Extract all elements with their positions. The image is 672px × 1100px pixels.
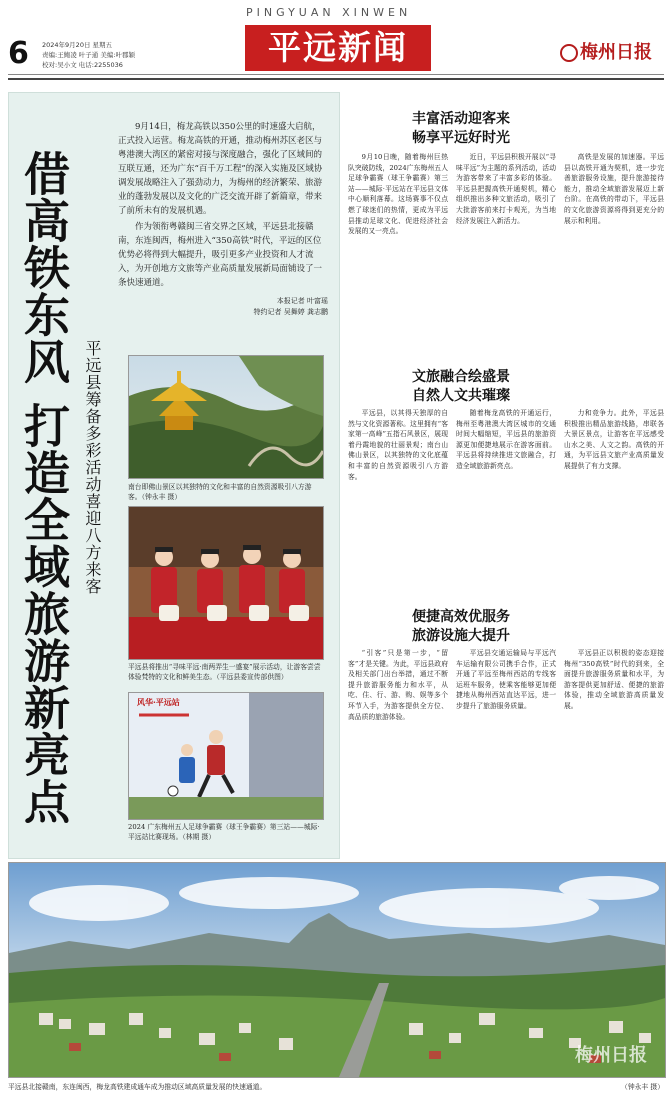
header-rule-thick: [8, 78, 664, 80]
section-2-col-2: [456, 408, 556, 588]
section-3: [348, 608, 664, 646]
section-1-body: [348, 152, 664, 348]
issue-date: 2024年9月20日 星期五: [42, 41, 113, 49]
editor-line: 责编:王鲍凌 叶子通 美编:叶郡颖: [42, 51, 136, 59]
section-1-col-2: [456, 152, 556, 348]
section-1-text-2: 近日，平远县积极开展以“寻味平远”为主题的系列活动，活动为游客带来了丰富多彩的体验。平远县把握高铁开通契机，精心组织推出多种文旅活动，吸引了大批游客前来打卡观光，为当地经济发展注入新活力。: [456, 153, 556, 225]
lead-article: [118, 120, 328, 318]
football-match-image: [129, 693, 323, 819]
section-2-title: 文旅融合绘盛景 自然人文共璀璨: [412, 369, 510, 404]
photo-performers: [128, 506, 324, 660]
section-2-col-1: [348, 408, 448, 588]
lead-paragraph-2: 作为领衔粤赣闽三省交界之区域，平远县北接赣南，东连闽西，梅州进入“350高铁”时代，平远的区位优势必将得到大幅提升，吸引更多产业投资和人才流入，为开创地方文旅等产业高质量发展新局面铺设了一条快速通道。: [118, 222, 323, 288]
section-3-col-1: [348, 648, 448, 848]
photo-football: [128, 692, 324, 820]
section-2: [348, 368, 664, 406]
section-1-title: 丰富活动迎客来 畅享平远好时光: [412, 111, 510, 146]
panorama-credit: （钟永丰 摄）: [621, 1083, 664, 1091]
byline-reporter: 本报记者 叶富瑶: [276, 297, 328, 305]
poster-title: 风华·平远站: [137, 697, 180, 707]
photo-caption-3: 2024 广东梅州五人足球争霸赛（球王争霸赛）第三站——城际·平远站比赛现场。（林期 摄）: [128, 823, 320, 841]
section-3-text-3: 平远县正以积极的姿态迎接梅州“350高铁”时代的到来，全面提升旅游服务质量和水平，为游客提供更加舒适、便捷的旅游体验，推动全域旅游高质量发展。: [564, 649, 664, 710]
section-1-col-3: [564, 152, 664, 348]
town-panorama-image: [9, 863, 665, 1077]
section-3-title: 便捷高效优服务 旅游设施大提升: [412, 609, 510, 644]
watermark-logo: 梅州日报: [575, 1045, 647, 1066]
byline-special: 特约记者 吴舞婷 龚志鹏: [253, 308, 328, 316]
section-1: [348, 110, 664, 148]
proof-line: 校对:吴小文 电话:2255036: [42, 61, 123, 69]
section-3-text-2: 平远县交通运输局与平远汽车运输有限公司携手合作，正式开通了平远至梅州西站的专线客运班车服务，使乘客能够更加便捷地从梅州西站直达平远，进一步提升了旅游服务质量。: [456, 649, 556, 710]
section-3-body: [348, 648, 664, 848]
page-number: 6: [8, 36, 29, 71]
newspaper-logo: [560, 38, 652, 64]
section-2-text-1: 平远县，以其得天独厚的自然与文化资源著称。这里拥有“客家第一高峰”五指石风景区，展现着丹霞地貌的壮丽景观；南台山佛山景区，以其独特的文化底蕴和丰富的自然资源吸引八方游客。: [348, 409, 448, 481]
sub-headline: 平远县筹备多彩活动喜迎八方来客: [83, 340, 102, 595]
logo-text: 梅州日报: [580, 42, 652, 63]
section-2-body: [348, 408, 664, 588]
section-1-text-1: 9月10日晚，随着梅州巨热队突破防线，2024广东梅州五人足球争霸赛（球王争霸赛）第三站——城际·平远站在平远县文体中心顺利落幕。这场赛事不仅点燃了球迷们的热情，更成为平远县推动足球文化、促进经济社会发展的又一亮点。: [348, 153, 448, 236]
section-3-col-3: [564, 648, 664, 848]
photo-caption-1: 南台即佛山景区以其独特的文化和丰富的自然资源吸引八方游客。（钟永丰 摄）: [128, 483, 312, 501]
section-3-text-1: “引客”只是第一步，“留客”才是关键。为此，平远县政府及相关部门出台举措，通过不断提升旅游服务能力和水平，从吃、住、行、游、购、娱等多个环节入手，为游客提供全方位、高品质的旅游体验。: [348, 649, 448, 721]
lead-paragraph-1: 9月14日，梅龙高铁以350公里的时速盛大启航，正式投入运营。梅龙高铁的开通，推动梅州苏区老区与粤港澳大湾区的紧密对接与深度融合，强化了区域间的互联互通，还为广东“百千万工程”的深入实施及区域协调发展战略注入了强劲动力，为梅州的经济繁荣、旅游业的蓬勃发展以及文化的广泛交流开辟了新篇章，带来了前所未有的发展机遇。: [118, 122, 323, 216]
logo-emblem-icon: [560, 44, 578, 62]
section-3-col-2: [456, 648, 556, 848]
header-rule: [8, 74, 664, 75]
section-1-text-3: 高铁是发展的加速器。平远县以高铁开通为契机，进一步完善旅游服务设施，提升旅游接待能力，推动全域旅游发展迈上新台阶。在高铁的带动下，平远县的文化旅游资源将得到更充分的展示和利用。: [564, 153, 664, 225]
panorama-caption: 平远县北接赣南，东连闽西，梅龙高铁建成通车成为推动区域高质量发展的快速通道。: [8, 1083, 267, 1091]
section-pinyin: PINGYUAN XINWEN: [246, 6, 412, 19]
section-2-col-3: [564, 408, 664, 588]
photo-temple: [128, 355, 324, 479]
section-2-text-2: 随着梅龙高铁的开通运行，梅州至粤港澳大湾区城市的交通时间大幅缩短，平远县的旅游资源更加便捷地展示在游客面前。平远县将持续推进文旅融合，打造全域旅游新亮点。: [456, 409, 556, 470]
section-2-text-3: 力和竞争力。此外，平远县积极推出精品旅游线路，串联各大景区景点，让游客在平远感受山水之美、人文之韵。高铁的开通，为平远县文旅产业高质量发展提供了有力支撑。: [564, 409, 664, 470]
section-1-col-1: [348, 152, 448, 348]
panorama-photo: [8, 862, 666, 1078]
performers-image: [129, 507, 323, 659]
main-headline: 借高铁东风 打造全域旅游新亮点: [17, 150, 71, 826]
section-title: 平远新闻: [245, 25, 431, 71]
photo-caption-2: 平远县将推出“寻味平远·南两弄生一盛宴”展示活动，让游客尝尝体验梵特的文化和鲜美生态。（平远县委宣传部供图）: [128, 663, 321, 681]
temple-landscape-image: [129, 356, 323, 478]
